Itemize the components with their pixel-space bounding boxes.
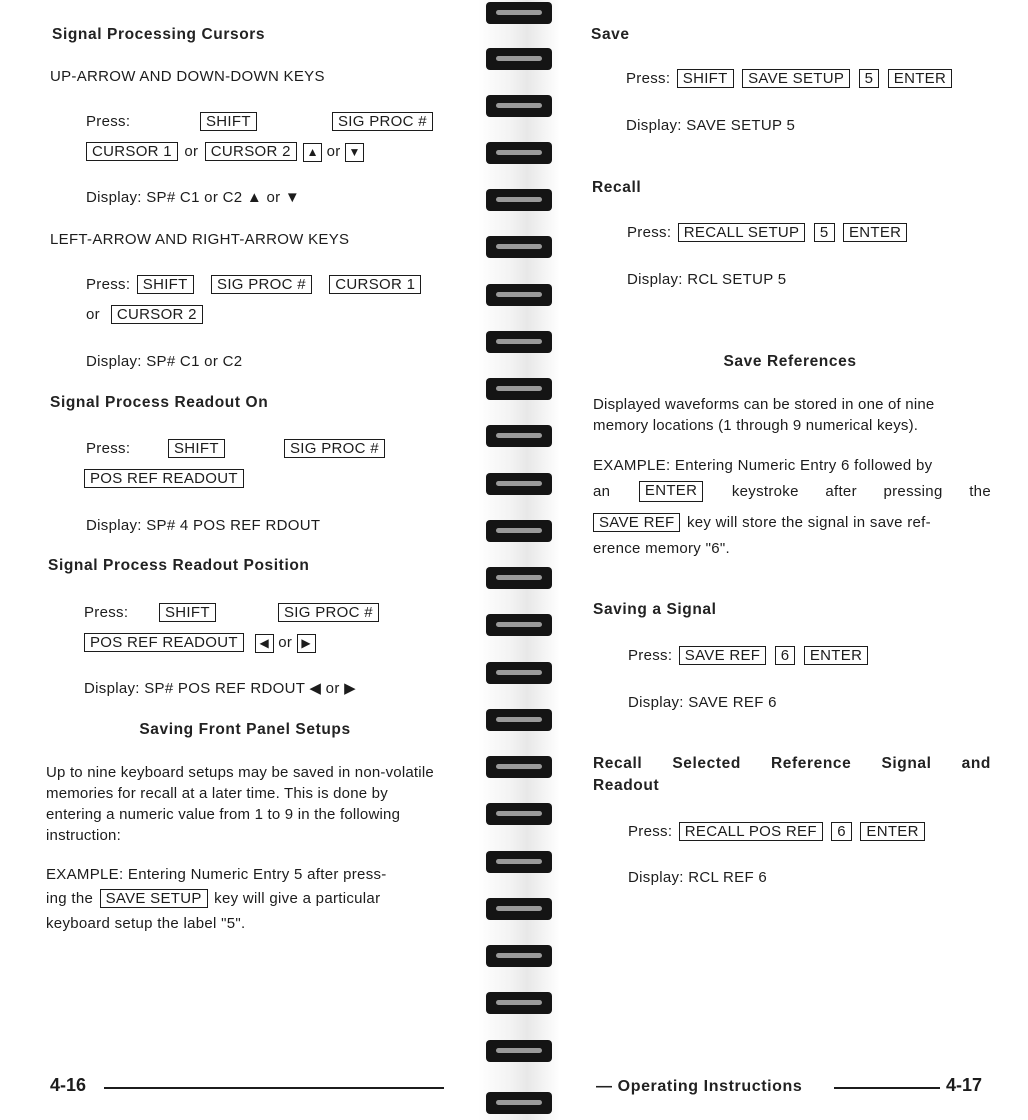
enter-key: ENTER bbox=[843, 223, 907, 242]
shift-key: SHIFT bbox=[168, 439, 225, 458]
shift-key: SHIFT bbox=[137, 275, 194, 294]
binding-coil bbox=[486, 520, 552, 542]
heading-save-references: Save References bbox=[723, 353, 857, 370]
or-text: or bbox=[326, 143, 341, 160]
setups-example-line1: EXAMPLE: Entering Numeric Entry 5 after press- bbox=[46, 866, 387, 883]
setups-paragraph: Up to nine keyboard setups may be saved in non-volatile memories for recall at a later time. This is done by entering a numeric value from 1 to 9 in the following instruction: bbox=[46, 764, 434, 844]
display-readout-on: Display: SP# 4 POS REF RDOUT bbox=[86, 517, 321, 534]
example-text: keystroke bbox=[731, 483, 799, 500]
binding-coil bbox=[486, 614, 552, 636]
recall-ref-press-line bbox=[628, 821, 927, 842]
heading-recall-selected-readout: Readout bbox=[593, 777, 660, 794]
page-number-left: 4-16 bbox=[50, 1075, 87, 1095]
cursor2-key: CURSOR 2 bbox=[111, 305, 203, 324]
binding-coil bbox=[486, 378, 552, 400]
refs-example-line1: EXAMPLE: Entering Numeric Entry 6 followed by bbox=[593, 457, 933, 474]
numeric-6-key: 6 bbox=[775, 646, 796, 665]
save-refs-paragraph: Displayed waveforms can be stored in one of nine memory locations (1 through 9 numerical keys). bbox=[593, 396, 935, 434]
heading-saving-a-signal: Saving a Signal bbox=[593, 601, 717, 618]
binding-coil bbox=[486, 803, 552, 825]
press-label: Press: bbox=[628, 823, 673, 840]
example-text: an bbox=[593, 483, 611, 500]
binding-coil bbox=[486, 1092, 552, 1114]
sig-proc-key: SIG PROC # bbox=[284, 439, 385, 458]
binding-coil bbox=[486, 945, 552, 967]
pos-ref-readout-key: POS REF READOUT bbox=[84, 469, 244, 488]
footer-rule-right bbox=[834, 1087, 940, 1089]
binding-coil bbox=[486, 2, 552, 24]
pos-ref-readout-key: POS REF READOUT bbox=[84, 633, 244, 652]
enter-key: ENTER bbox=[860, 822, 924, 841]
heading-saving-setups: Saving Front Panel Setups bbox=[139, 721, 351, 738]
heading-signal-processing-cursors: Signal Processing Cursors bbox=[52, 26, 266, 43]
binding-coil bbox=[486, 992, 552, 1014]
save-ref-key: SAVE REF bbox=[593, 513, 680, 532]
or-text: or bbox=[184, 143, 199, 160]
press-label: Press: bbox=[628, 647, 673, 664]
numeric-6-key: 6 bbox=[831, 822, 852, 841]
example-text: pressing bbox=[883, 483, 943, 500]
or-text: or bbox=[86, 306, 100, 323]
leftright-keys-title: LEFT-ARROW AND RIGHT-ARROW KEYS bbox=[50, 231, 350, 248]
example-text: after bbox=[825, 483, 857, 500]
display-save-ref: Display: SAVE REF 6 bbox=[628, 694, 777, 711]
left-arrow-key-icon: ◀ bbox=[255, 634, 274, 653]
page-number-right: 4-17 bbox=[946, 1075, 983, 1095]
cursor1-key: CURSOR 1 bbox=[86, 142, 178, 161]
cursor2-key: CURSOR 2 bbox=[205, 142, 297, 161]
leftright-or-line bbox=[86, 304, 205, 325]
display-rcl-ref: Display: RCL REF 6 bbox=[628, 869, 768, 886]
enter-key: ENTER bbox=[888, 69, 952, 88]
sig-proc-key: SIG PROC # bbox=[332, 112, 433, 131]
save-setup-key: SAVE SETUP bbox=[100, 889, 208, 908]
binding-coil bbox=[486, 898, 552, 920]
cursor-keys-line bbox=[84, 141, 364, 162]
up-arrow-key-icon: ▲ bbox=[303, 143, 322, 162]
press-label: Press: bbox=[626, 70, 671, 87]
binding-coil bbox=[486, 331, 552, 353]
binding-coil bbox=[486, 142, 552, 164]
press-label: Press: bbox=[86, 113, 131, 130]
binding-coil bbox=[486, 709, 552, 731]
example-text: key will give a particular bbox=[214, 890, 381, 907]
press-label: Press: bbox=[627, 224, 672, 241]
refs-example-line2 bbox=[593, 481, 991, 502]
left-page bbox=[0, 0, 478, 1120]
save-press-line bbox=[626, 68, 954, 89]
heading-readout-on: Signal Process Readout On bbox=[50, 394, 269, 411]
heading-recall: Recall bbox=[592, 179, 642, 196]
binding-coil bbox=[486, 284, 552, 306]
down-arrow-key-icon: ▼ bbox=[345, 143, 364, 162]
binding-coil bbox=[486, 236, 552, 258]
shift-key: SHIFT bbox=[200, 112, 257, 131]
display-save: Display: SAVE SETUP 5 bbox=[626, 117, 796, 134]
binding-coil bbox=[486, 425, 552, 447]
footer-rule-left bbox=[104, 1087, 444, 1089]
display-updown: Display: SP# C1 or C2 ▲ or ▼ bbox=[86, 189, 300, 206]
binding-coil bbox=[486, 95, 552, 117]
saving-signal-press-line bbox=[628, 645, 870, 666]
press-label: Press: bbox=[86, 276, 131, 293]
right-arrow-key-icon: ▶ bbox=[297, 634, 316, 653]
heading-readout-position: Signal Process Readout Position bbox=[48, 557, 310, 574]
binding-coil bbox=[486, 756, 552, 778]
refs-example-line4: erence memory "6". bbox=[593, 540, 730, 557]
example-text: ing the bbox=[46, 890, 94, 907]
recall-setup-key: RECALL SETUP bbox=[678, 223, 806, 242]
setups-example-line2 bbox=[46, 888, 380, 909]
binding-coil bbox=[486, 189, 552, 211]
sig-proc-key: SIG PROC # bbox=[278, 603, 379, 622]
binding-coil bbox=[486, 473, 552, 495]
display-readout-position: Display: SP# POS REF RDOUT ◀ or ▶ bbox=[84, 680, 356, 697]
save-ref-key: SAVE REF bbox=[679, 646, 766, 665]
heading-recall-selected: Recall Selected Reference Signal and bbox=[593, 755, 991, 772]
refs-example-line3 bbox=[591, 512, 931, 533]
example-text: the bbox=[969, 483, 991, 500]
enter-key: ENTER bbox=[639, 481, 703, 502]
updown-keys-title: UP-ARROW AND DOWN-DOWN KEYS bbox=[50, 68, 325, 85]
or-text: or bbox=[278, 634, 293, 651]
setups-example-line3: keyboard setup the label "5". bbox=[46, 915, 246, 932]
sig-proc-key: SIG PROC # bbox=[211, 275, 312, 294]
press-label: Press: bbox=[84, 604, 129, 621]
cursor1-key: CURSOR 1 bbox=[329, 275, 421, 294]
right-page bbox=[560, 0, 1028, 1120]
numeric-5-key: 5 bbox=[814, 223, 835, 242]
display-leftright: Display: SP# C1 or C2 bbox=[86, 353, 243, 370]
enter-key: ENTER bbox=[804, 646, 868, 665]
binding-coil bbox=[486, 662, 552, 684]
spiral-binding bbox=[478, 0, 560, 1120]
recall-pos-ref-key: RECALL POS REF bbox=[679, 822, 823, 841]
pos-ref-arrows-line bbox=[82, 632, 316, 653]
footer-section-label: — Operating Instructions bbox=[596, 1078, 803, 1095]
display-recall: Display: RCL SETUP 5 bbox=[627, 271, 787, 288]
shift-key: SHIFT bbox=[677, 69, 734, 88]
heading-save: Save bbox=[591, 26, 630, 43]
binding-coil bbox=[486, 1040, 552, 1062]
example-text: key will store the signal in save ref- bbox=[686, 514, 931, 531]
save-setup-key: SAVE SETUP bbox=[742, 69, 850, 88]
leftright-press-line bbox=[86, 274, 423, 295]
recall-press-line bbox=[627, 222, 909, 243]
binding-coil bbox=[486, 567, 552, 589]
numeric-5-key: 5 bbox=[859, 69, 880, 88]
press-label: Press: bbox=[86, 440, 131, 457]
shift-key: SHIFT bbox=[159, 603, 216, 622]
binding-coil bbox=[486, 851, 552, 873]
binding-coil bbox=[486, 48, 552, 70]
